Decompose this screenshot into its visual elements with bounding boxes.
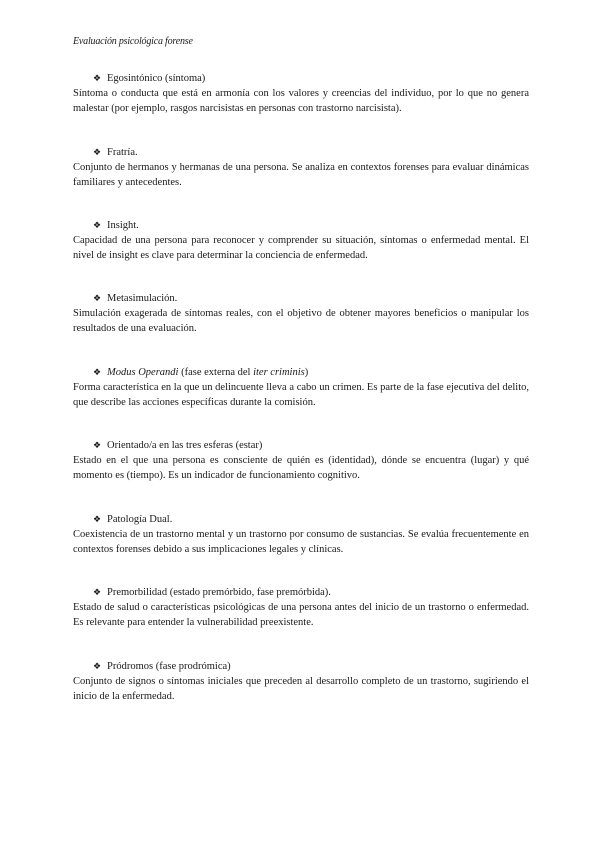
entry-term-line [93, 659, 529, 674]
entry-term-line [93, 71, 529, 86]
entry-definition: Capacidad de una persona para reconocer y comprender su situación, síntomas o enfermedad mental. El nivel de insight es clave para determinar la conciencia de enfermedad. [73, 235, 529, 261]
entry-definition: Síntoma o conducta que está en armonía con los valores y creencias del individuo, por lo que no genera malestar (por ejemplo, rasgos narcisistas en personas con trastorno narcisista). [73, 88, 529, 114]
glossary-entry [73, 365, 529, 410]
glossary-entry [73, 218, 529, 263]
diamond-bullet-icon: ❖ [93, 587, 102, 597]
glossary-entry [73, 512, 529, 557]
entry-term: Orientado/a en las tres esferas (estar) [107, 440, 263, 451]
entry-term-italic: Modus Operandi [107, 367, 179, 378]
entry-definition: Conjunto de hermanos y hermanas de una persona. Se analiza en contextos forenses para evaluar dinámicas familiares y antecedentes. [73, 162, 529, 188]
entry-term: (fase externa del [178, 367, 254, 378]
glossary-entry [73, 291, 529, 336]
entry-term-italic: iter criminis [253, 367, 305, 378]
diamond-bullet-icon: ❖ [93, 514, 102, 524]
entry-term-line [93, 438, 529, 453]
entry-definition: Estado de salud o características psicológicas de una persona antes del inicio de un trastorno o enfermedad. Es relevante para entender la vulnerabilidad preexistente. [73, 602, 529, 628]
diamond-bullet-icon: ❖ [93, 661, 102, 671]
entry-term: Insight. [107, 220, 139, 231]
entry-definition: Simulación exagerada de síntomas reales, con el objetivo de obtener mayores beneficios o manipular los resultados de una evaluación. [73, 308, 529, 334]
diamond-bullet-icon: ❖ [93, 293, 102, 303]
diamond-bullet-icon: ❖ [93, 147, 102, 157]
entry-term: Fratría. [107, 147, 138, 158]
diamond-bullet-icon: ❖ [93, 440, 102, 450]
entry-term-line [93, 585, 529, 600]
glossary-entry [73, 145, 529, 190]
entry-term-line [93, 145, 529, 160]
glossary-entry [73, 438, 529, 483]
entry-term: Metasimulación. [107, 293, 178, 304]
entry-definition: Coexistencia de un trastorno mental y un trastorno por consumo de sustancias. Se evalúa frecuentemente en contextos forenses debido a sus implicaciones legales y clínicas. [73, 529, 529, 555]
entry-term-line [93, 218, 529, 233]
page-header-title: Evaluación psicológica forense [73, 36, 193, 47]
entry-term-line [93, 365, 529, 380]
glossary-entry [73, 71, 529, 116]
entry-definition: Conjunto de signos o síntomas iniciales que preceden al desarrollo completo de un trastorno, sugiriendo el inicio de la enfermedad. [73, 676, 529, 702]
entry-term: ) [304, 367, 309, 378]
entry-term-line [93, 512, 529, 527]
entry-term: Patología Dual. [107, 514, 173, 525]
entry-term: Egosintónico (síntoma) [107, 73, 206, 84]
entry-definition: Estado en el que una persona es consciente de quién es (identidad), dónde se encuentra (lugar) y qué momento es (tiempo). Es un indicador de funcionamiento cognitivo. [73, 455, 529, 481]
entry-term: Premorbilidad (estado premórbido, fase premórbida). [107, 587, 331, 598]
diamond-bullet-icon: ❖ [93, 73, 102, 83]
glossary-entry [73, 585, 529, 630]
diamond-bullet-icon: ❖ [93, 220, 102, 230]
entry-term: Pródromos (fase prodrómica) [107, 661, 231, 672]
glossary-entry [73, 659, 529, 704]
diamond-bullet-icon: ❖ [93, 367, 102, 377]
entry-definition: Forma característica en la que un delincuente lleva a cabo un crimen. Es parte de la fase ejecutiva del delito, que describe las acciones específicas durante la comisión. [73, 382, 529, 408]
entry-term-line [93, 291, 529, 306]
